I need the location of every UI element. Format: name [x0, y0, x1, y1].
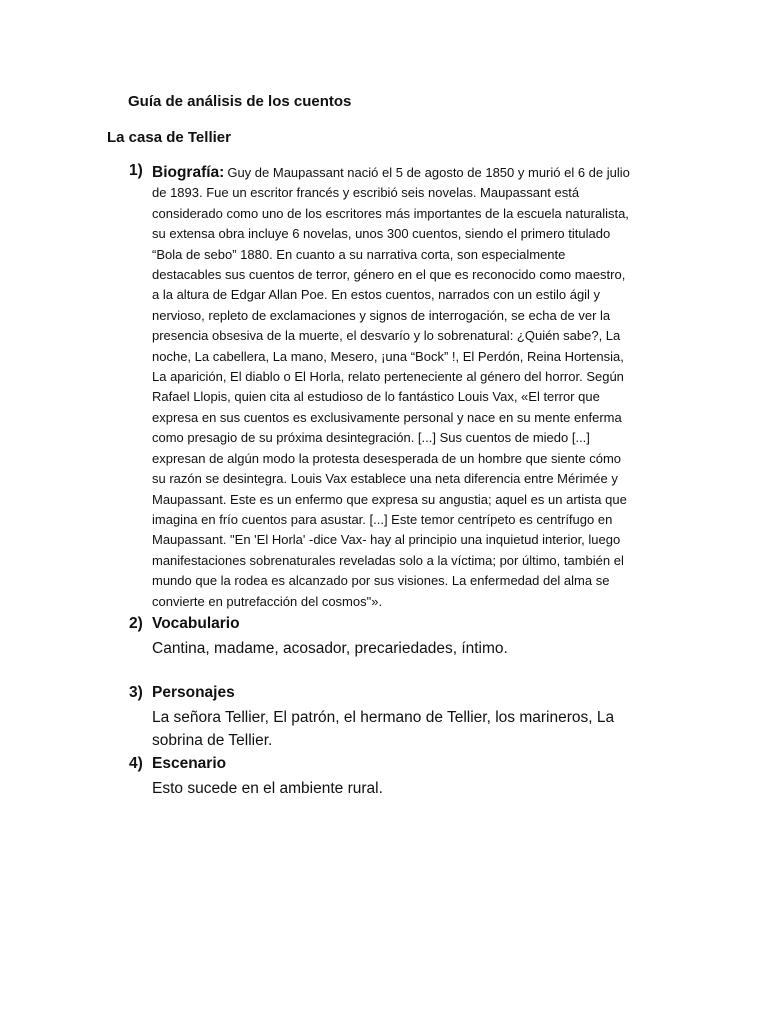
- section-heading: Biografía:: [152, 164, 225, 181]
- section-heading: Escenario: [152, 755, 227, 772]
- section-heading: Personajes: [152, 684, 235, 701]
- setting-text: [152, 777, 672, 800]
- section-number: 1): [129, 162, 143, 179]
- document-title: Guía de análisis de los cuentos: [128, 93, 352, 110]
- text-line: de 1893. Fue un escritor francés y escribió seis novelas. Maupassant está: [152, 185, 580, 201]
- section-number: 4): [129, 755, 143, 772]
- text-line: Rafael Llopis, quien cita al estudioso de lo fantástico Louis Vax, «El terror que: [152, 389, 600, 405]
- text-line: Esto sucede en el ambiente rural.: [152, 780, 383, 797]
- text-line: Cantina, madame, acosador, precariedades, íntimo.: [152, 640, 508, 657]
- text-line: destacables sus cuentos de terror, género en el que es reconocido como maestro,: [152, 267, 626, 283]
- text-line: mundo que la rodea es alcanzado por sus visiones. La enfermedad del alma se: [152, 573, 610, 589]
- text-line: expresan de algún modo la protesta desesperada de un hombre que siente cómo: [152, 450, 622, 466]
- text-line: Maupassant. Este es un enfermo que expresa su angustia; aquel es un artista que: [152, 491, 627, 507]
- text-line: manifestaciones sobrenaturales reveladas solo a la víctima; por último, también el: [152, 552, 624, 568]
- text-line: presencia obsesiva de la muerte, el desvarío y lo sobrenatural: ¿Quién sabe?, La: [152, 328, 621, 344]
- text-line: La aparición, El diablo o El Horla, relato perteneciente al género del horror. Según: [152, 369, 624, 385]
- text-line: nervioso, repleto de exclamaciones y signos de interrogación, se echa de ver la: [152, 307, 611, 323]
- text-line: su extensa obra incluye 6 novelas, unos 300 cuentos, siendo el primero titulado: [152, 226, 611, 242]
- text-line: su razón se desintegra. Louis Vax establece una neta diferencia entre Mérimée y: [152, 471, 618, 487]
- text-line: Maupassant. "En 'El Horla' -dice Vax- hay al principio una inquietud interior, luego: [152, 532, 621, 548]
- text-line: imagina en frío cuentos para asustar. [...] Este temor centrípeto es centrífugo en: [152, 511, 613, 527]
- vocabulary-text: [152, 637, 672, 660]
- text-line: como presagio de su próxima desintegración. [...] Sus cuentos de miedo [...]: [152, 430, 590, 446]
- text-line: sobrina de Tellier.: [152, 732, 273, 749]
- text-line: considerado como uno de los escritores más importantes de la escuela naturalista,: [152, 205, 629, 221]
- biography-paragraph: [152, 163, 672, 612]
- text-line: “Bola de sebo” 1880. En cuanto a su narrativa corta, son especialmente: [152, 246, 566, 262]
- characters-text: [152, 706, 672, 752]
- text-line: noche, La cabellera, La mano, Mesero, ¡una “Bock” !, El Perdón, Reina Hortensia,: [152, 348, 624, 364]
- text-line: convierte en putrefacción del cosmos"».: [152, 593, 383, 609]
- story-title: La casa de Tellier: [107, 129, 231, 146]
- section-number: 2): [129, 615, 143, 632]
- text-line: a la altura de Edgar Allan Poe. En estos cuentos, narrados con un estilo ágil y: [152, 287, 601, 303]
- section-heading: Vocabulario: [152, 615, 240, 632]
- text-line: La señora Tellier, El patrón, el hermano de Tellier, los marineros, La: [152, 709, 615, 726]
- text-line: Biografía: Guy de Maupassant nació el 5 de agosto de 1850 y murió el 6 de julio: [152, 164, 630, 181]
- section-number: 3): [129, 684, 143, 701]
- text-line: expresa en sus cuentos es exclusivamente personal y nace en su mente enferma: [152, 409, 622, 425]
